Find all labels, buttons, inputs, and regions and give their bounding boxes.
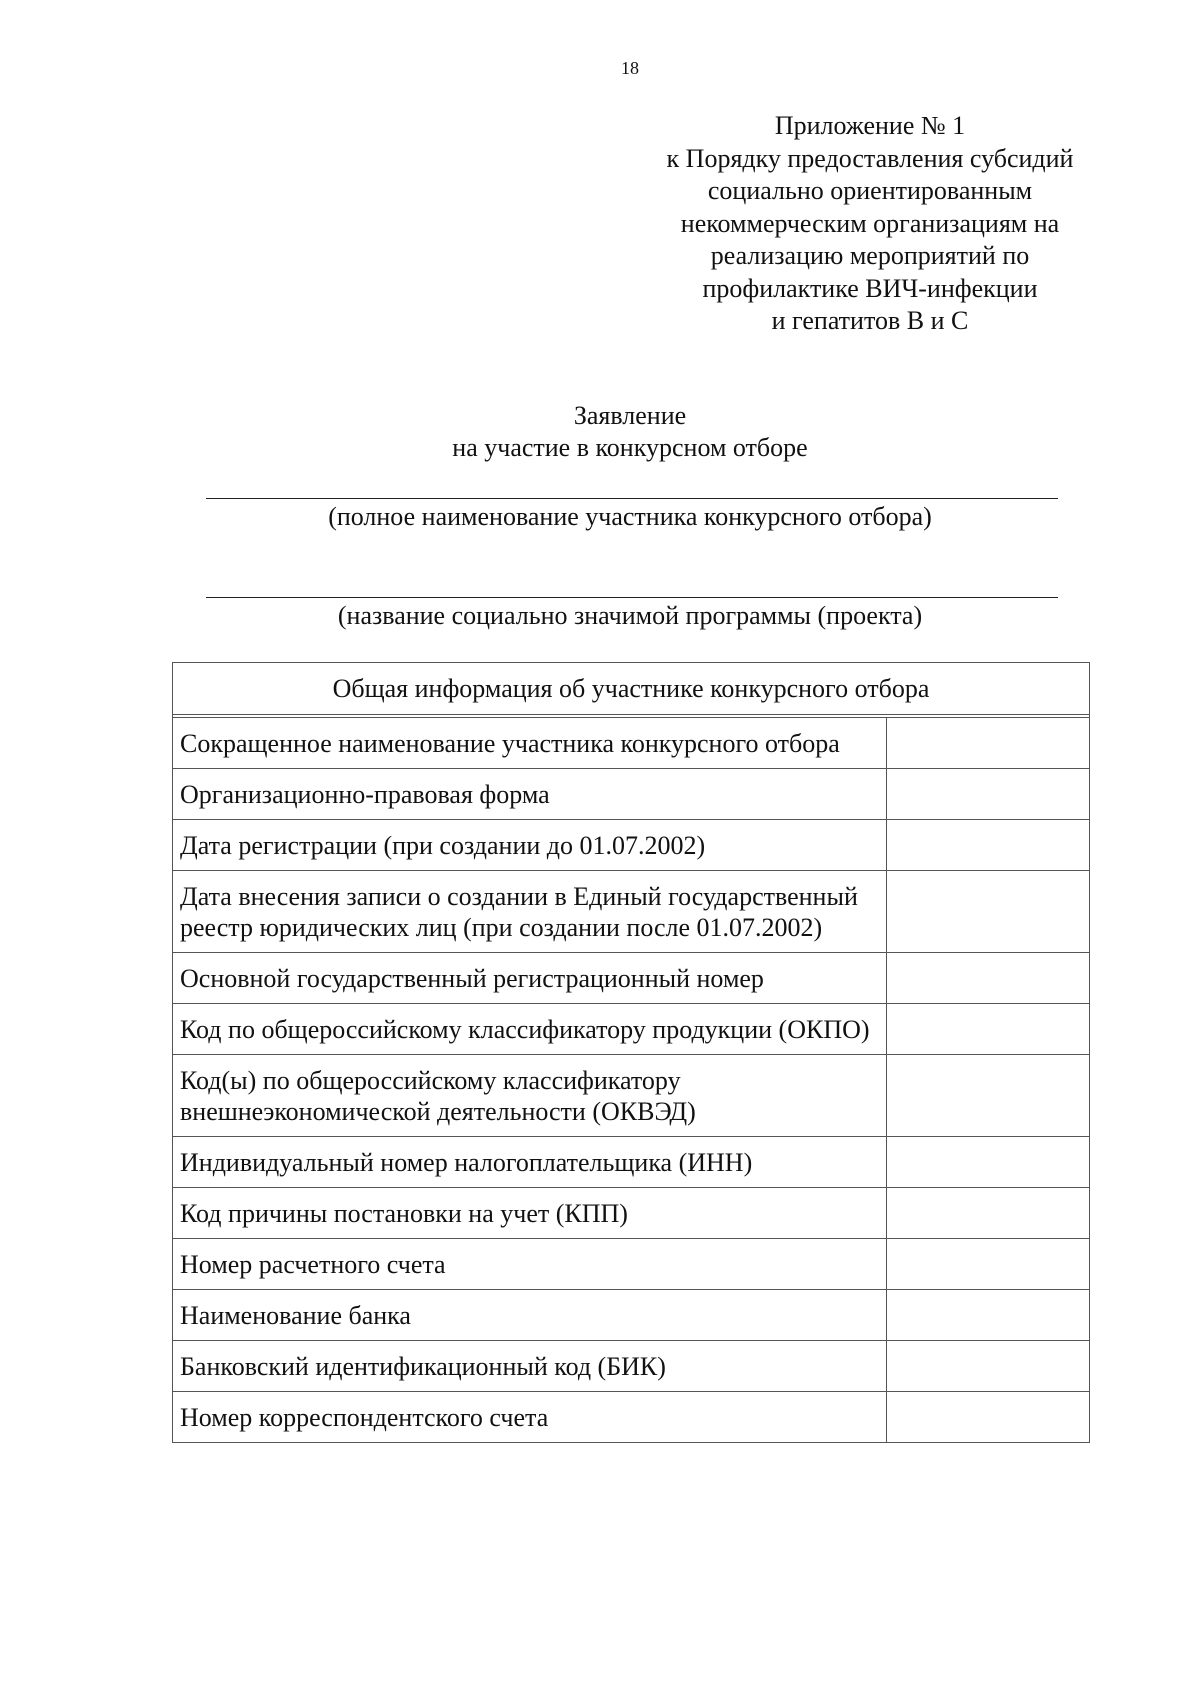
row-label: Номер расчетного счета: [173, 1239, 887, 1290]
appendix-line: профилактике ВИЧ-инфекции: [702, 273, 1038, 303]
appendix-line: реализацию мероприятий по: [710, 241, 1030, 270]
table-row: [173, 718, 1090, 769]
title-line-2: на участие в конкурсном отборе: [452, 433, 808, 462]
row-label: Основной государственный регистрационный номер: [173, 953, 887, 1004]
title-line-1: Заявление: [573, 401, 687, 430]
row-value-cell[interactable]: [887, 1341, 1090, 1392]
table-row: [173, 1341, 1090, 1392]
row-label: Номер корреспондентского счета: [173, 1392, 887, 1443]
program-name-caption: (название социально значимой программы (проекта): [337, 601, 923, 630]
table-row: [173, 1004, 1090, 1055]
table-row: [173, 1239, 1090, 1290]
table-row: [173, 769, 1090, 820]
row-value-cell[interactable]: [887, 1188, 1090, 1239]
row-value-cell[interactable]: [887, 1004, 1090, 1055]
row-label: Код(ы) по общероссийскому классификатору внешнеэкономической деятельности (ОКВЭД): [173, 1055, 887, 1137]
appendix-line: Приложение № 1: [774, 111, 966, 140]
row-value-cell[interactable]: [887, 953, 1090, 1004]
table-row: [173, 1290, 1090, 1341]
row-value-cell[interactable]: [887, 871, 1090, 953]
participant-info-table: [172, 662, 1090, 1443]
document-title: [0, 400, 1200, 464]
row-value-cell[interactable]: [887, 1055, 1090, 1137]
participant-name-caption: (полное наименование участника конкурсного отбора): [328, 502, 932, 531]
table-row: [173, 1188, 1090, 1239]
appendix-line: к Порядку предоставления субсидий: [666, 143, 1074, 173]
table-row: [173, 1055, 1090, 1137]
table-row: [173, 820, 1090, 871]
row-label: Банковский идентификационный код (БИК): [173, 1341, 887, 1392]
row-label: Дата регистрации (при создании до 01.07.2002): [173, 820, 887, 871]
appendix-line: некоммерческим организациям на: [680, 208, 1060, 238]
appendix-line: и гепатитов В и С: [771, 306, 969, 335]
appendix-line: социально ориентированным: [707, 176, 1033, 205]
table-row: [173, 953, 1090, 1004]
row-value-cell[interactable]: [887, 718, 1090, 769]
row-label: Организационно-правовая форма: [173, 769, 887, 820]
row-label: Индивидуальный номер налогоплательщика (ИНН): [173, 1137, 887, 1188]
program-name-line[interactable]: [206, 597, 1058, 598]
row-value-cell[interactable]: [887, 1290, 1090, 1341]
row-label: Дата внесения записи о создании в Единый государственный реестр юридических лиц (при создании после 01.07.2002): [173, 871, 887, 953]
table-row: [173, 1137, 1090, 1188]
table-header-row: [173, 663, 1090, 715]
row-label: Код по общероссийскому классификатору продукции (ОКПО): [173, 1004, 887, 1055]
table-row: [173, 1392, 1090, 1443]
row-label: Сокращенное наименование участника конкурсного отбора: [173, 718, 887, 769]
row-value-cell[interactable]: [887, 1137, 1090, 1188]
row-value-cell[interactable]: [887, 769, 1090, 820]
table-row: [173, 871, 1090, 953]
row-label: Наименование банка: [173, 1290, 887, 1341]
page-number: 18: [621, 58, 639, 78]
table-header: Общая информация об участнике конкурсного отбора: [173, 663, 1090, 715]
row-value-cell[interactable]: [887, 1239, 1090, 1290]
participant-name-line[interactable]: [206, 498, 1058, 499]
row-value-cell[interactable]: [887, 1392, 1090, 1443]
appendix-header: [630, 110, 1110, 338]
row-value-cell[interactable]: [887, 820, 1090, 871]
row-label: Код причины постановки на учет (КПП): [173, 1188, 887, 1239]
